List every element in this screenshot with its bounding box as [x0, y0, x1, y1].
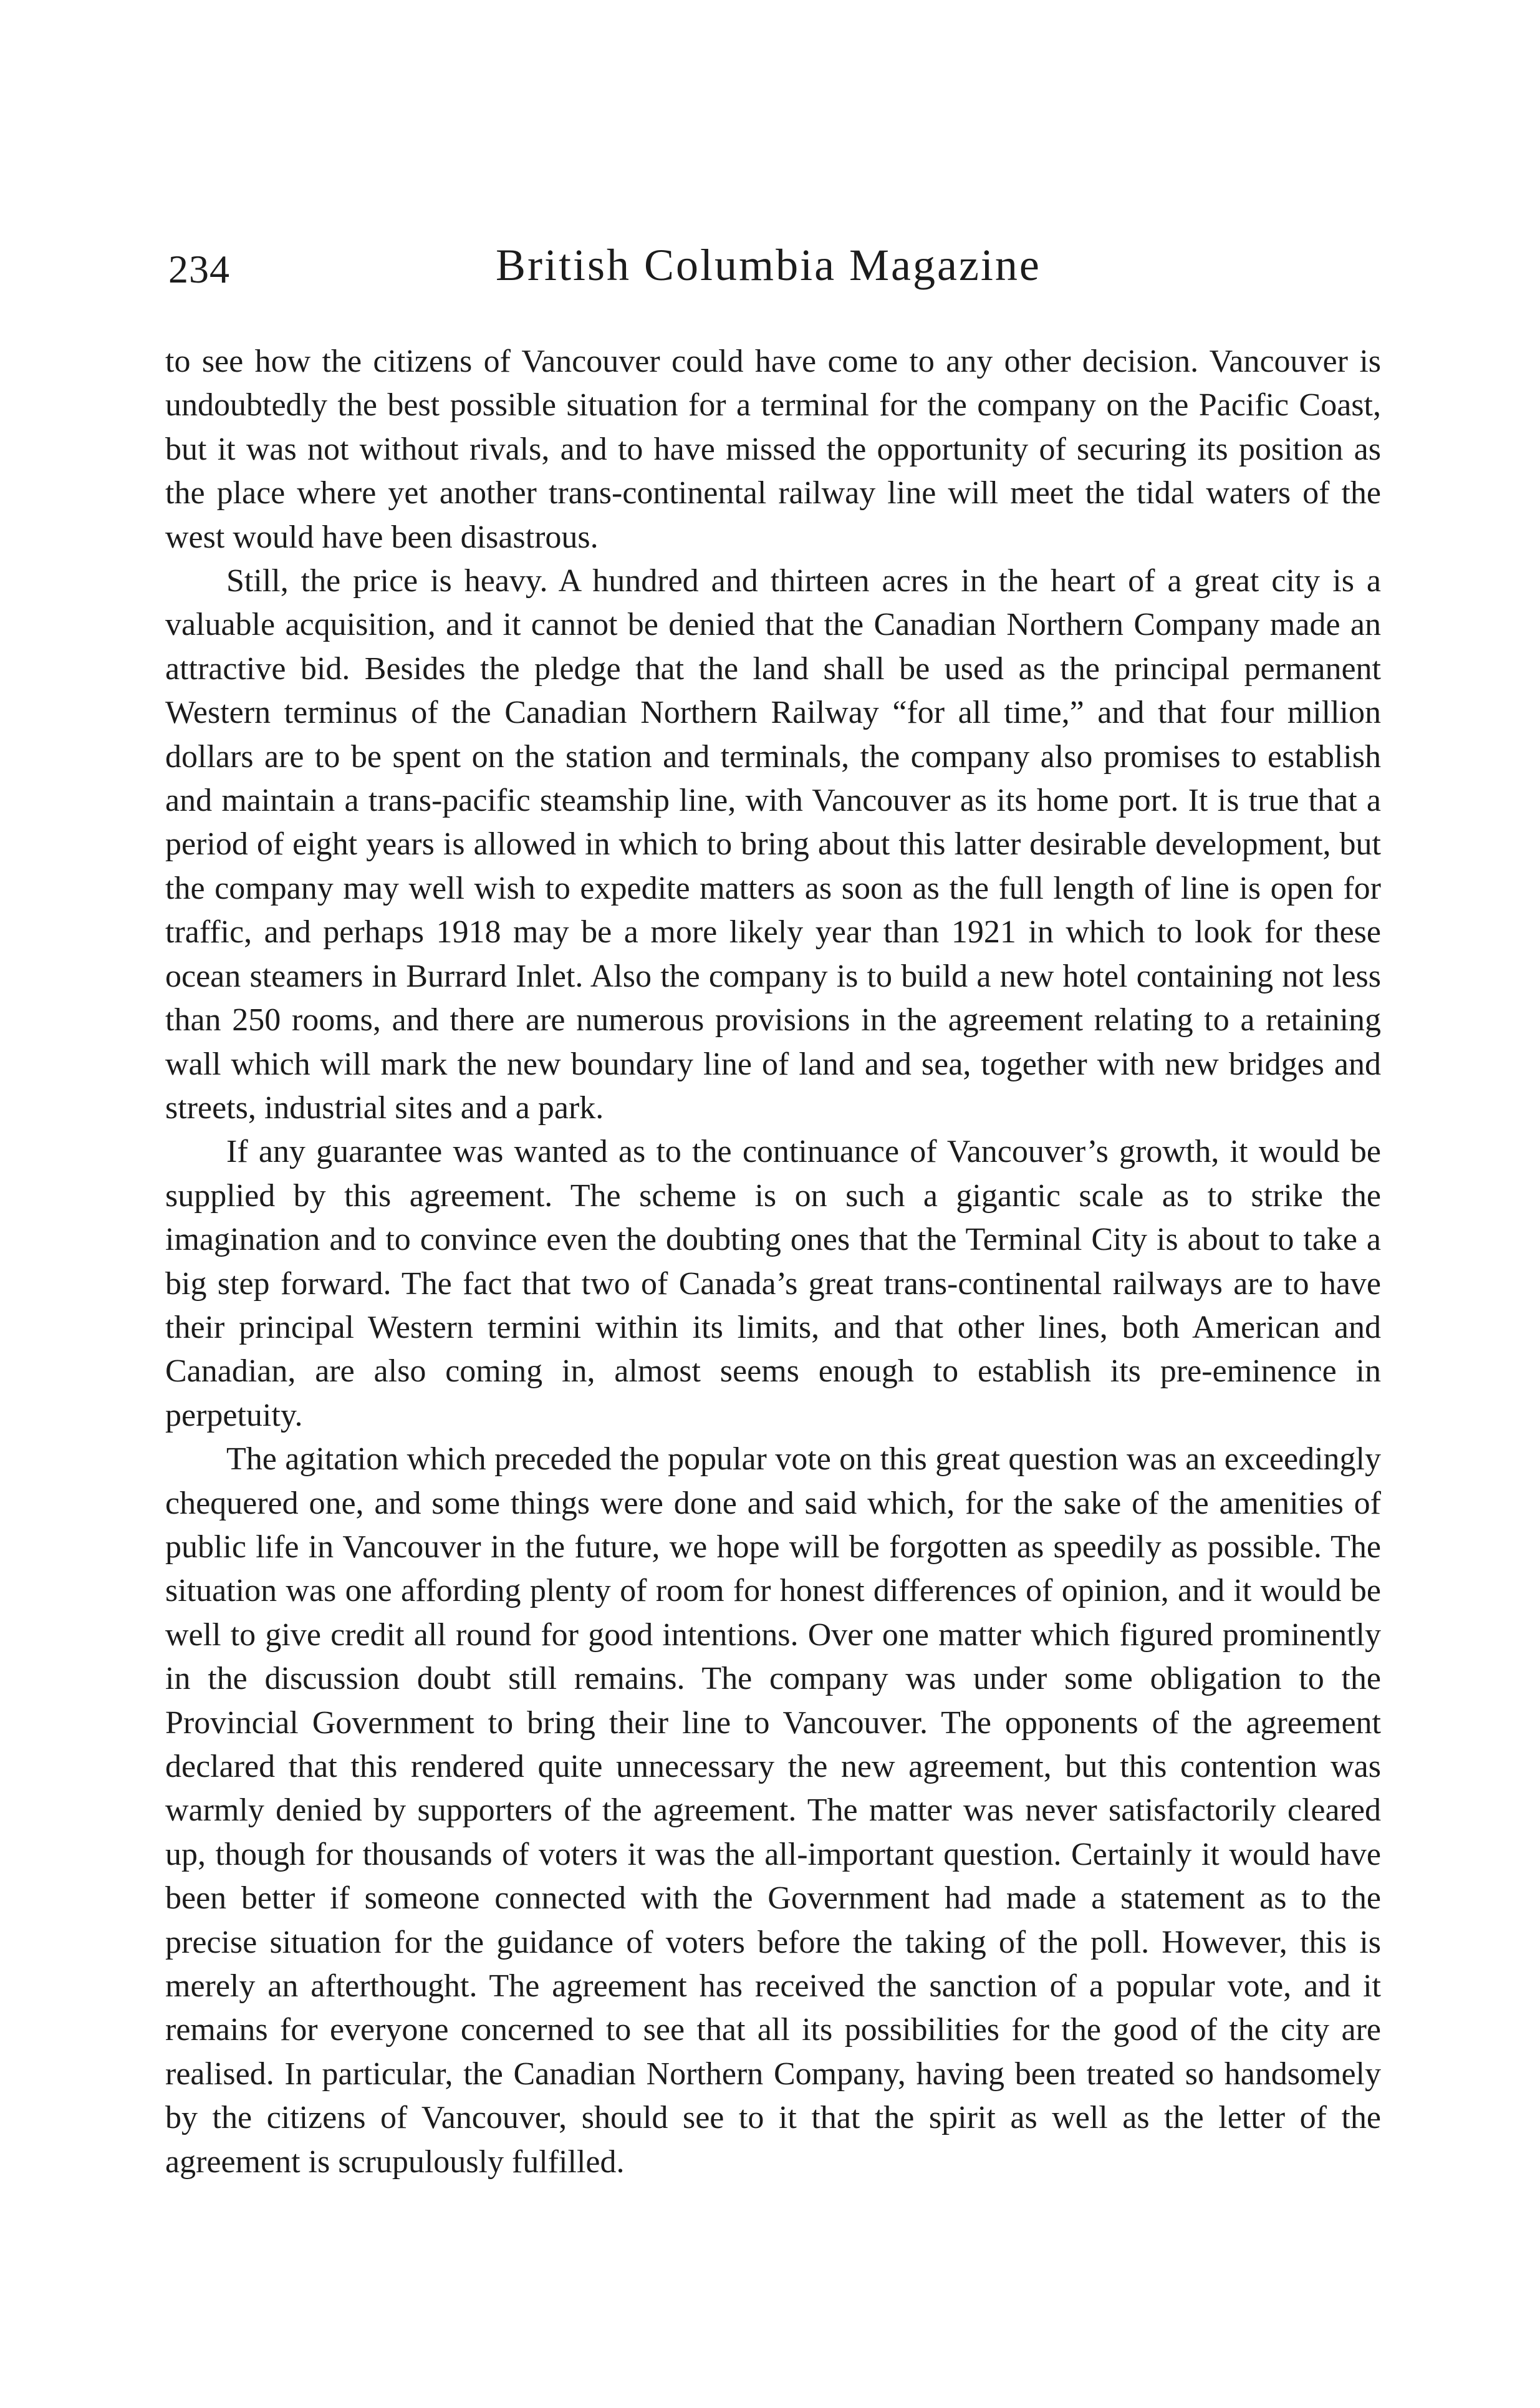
paragraph-guarantee: If any guarantee was wanted as to the continuance of Vancouver’s growth, it would be supplied by this agreement. The scheme is on such a gigantic scale as to strike the imagination and to convince even the doubting ones that the Terminal City is about to take a big step forward. The fact that two of Canada’s great trans-continental railways are to have their principal Western termini within its limits, and that other lines, both American and Canadian, are also coming in, almost seems enough to establish its pre-eminence in perpetuity. [165, 1134, 1381, 1433]
article-body [165, 340, 1381, 2184]
paragraph-agitation: The agitation which preceded the popular vote on this great question was an exceedingly chequered one, and some things were done and said which, for the sake of the amenities of public life in Vancouver in the future, we hope will be forgotten as speedily as possible. The situation was one affording plenty of room for honest differences of opinion, and it would be well to give credit all round for good intentions. Over one matter which figured prominently in the discussion doubt still remains. The company was under some obligation to the Provincial Government to bring their line to Vancouver. The opponents of the agreement declared that this rendered quite unnecessary the new agreement, but this contention was warmly denied by supporters of the agreement. The matter was never satisfactorily cleared up, though for thousands of voters it was the all-important question. Certainly it would have been better if someone connected with the Government had made a statement as to the precise situation for the guidance of voters before the taking of the poll. However, this is merely an afterthought. The agreement has received the sanction of a popular vote, and it remains for everyone concerned to see that all its possibilities for the good of the city are realised. In particular, the Canadian Northern Company, having been treated so handsomely by the citizens of Vancouver, should see to it that the spirit as well as the letter of the agreement is scrupulously fulfilled. [165, 1441, 1381, 2180]
paragraph-continuation: to see how the citizens of Vancouver could have come to any other decision. Vancouver is undoubtedly the best possible situation for a terminal for the company on the Pacific Coast, but it was not without rivals, and to have missed the opportunity of securing its position as the place where yet another trans-continental railway line will meet the tidal waters of the west would have been disastrous. [165, 344, 1381, 555]
page-number: 234 [168, 247, 230, 291]
running-title: British Columbia Magazine [496, 240, 1041, 290]
paragraph-price: Still, the price is heavy. A hundred and thirteen acres in the heart of a great city is a valuable acquisition, and it cannot be denied that the Canadian Northern Company made an attractive bid. Besides the pledge that the land shall be used as the principal permanent Western terminus of the Canadian Northern Railway “for all time,” and that four million dollars are to be spent on the station and terminals, the company also promises to establish and maintain a trans-pacific steamship line, with Vancouver as its home port. It is true that a period of eight years is allowed in which to bring about this latter desirable development, but the company may well wish to expedite matters as soon as the full length of line is open for traffic, and perhaps 1918 may be a more likely year than 1921 in which to look for these ocean steamers in Burrard Inlet. Also the company is to build a new hotel containing not less than 250 rooms, and there are numerous provisions in the agreement relating to a retaining wall which will mark the new boundary line of land and sea, together with new bridges and streets, industrial sites and a park. [165, 563, 1381, 1126]
